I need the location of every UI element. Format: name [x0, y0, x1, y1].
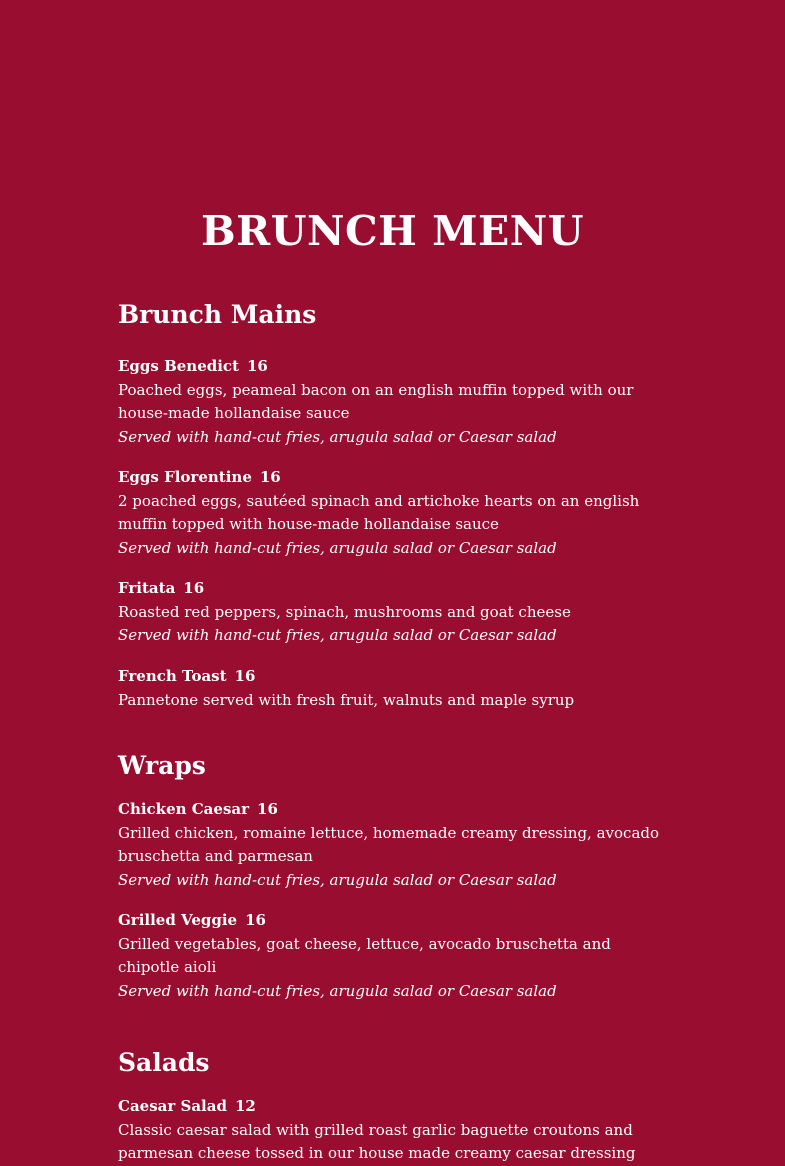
item-name: Eggs Florentine	[118, 468, 252, 486]
menu-item-header	[118, 665, 668, 689]
item-description: Poached eggs, peameal bacon on an english muffin topped with our house-made hollandaise sauce	[118, 380, 634, 422]
item-price: 16	[183, 579, 205, 597]
item-side-note: Served with hand-cut fries, arugula salad or Caesar salad	[118, 538, 557, 557]
item-price: 16	[247, 357, 268, 375]
section-title-brunch-mains: Brunch Mains	[118, 300, 317, 329]
item-price: 12	[234, 1097, 256, 1115]
item-name: Eggs Benedict	[118, 357, 239, 375]
item-name: French Toast	[118, 667, 227, 685]
menu-item-eggs-florentine	[118, 466, 668, 560]
section-title-salads: Salads	[118, 1048, 210, 1077]
item-name: Fritata	[118, 579, 176, 597]
item-price: 16	[257, 800, 278, 818]
item-description: Classic caesar salad with grilled roast garlic baguette croutons and parmesan cheese tossed in our house made creamy caesar dressing	[118, 1120, 636, 1162]
menu-item-header	[118, 577, 668, 601]
item-price: 16	[245, 911, 266, 929]
menu-item-header	[118, 909, 668, 933]
item-side-note: Served with hand-cut fries, arugula salad or Caesar salad	[118, 626, 557, 644]
menu-title: BRUNCH MENU	[201, 207, 584, 255]
item-description: Roasted red peppers, spinach, mushrooms and goat cheese	[118, 602, 571, 621]
menu-item-french-toast	[118, 665, 668, 712]
menu-item-grilled-veggie	[118, 909, 668, 1003]
item-name: Chicken Caesar	[118, 800, 250, 818]
menu-item-fritata	[118, 577, 668, 648]
item-price: 16	[259, 468, 281, 486]
item-side-note: Served with hand-cut fries, arugula salad or Caesar salad	[118, 870, 557, 889]
item-side-note: Served with hand-cut fries, arugula salad or Caesar salad	[118, 427, 557, 446]
section-title-wraps: Wraps	[118, 751, 206, 780]
menu-item-chicken-caesar	[118, 798, 668, 892]
item-description: Grilled chicken, romaine lettuce, homemade creamy dressing, avocado bruschetta and parmesan	[118, 823, 660, 865]
item-price: 16	[234, 667, 256, 685]
menu-item-header	[118, 1095, 668, 1119]
menu-item-header	[118, 466, 668, 490]
item-name: Grilled Veggie	[118, 911, 238, 929]
item-description: 2 poached eggs, sautéed spinach and artichoke hearts on an english muffin topped with house-made hollandaise sauce	[118, 491, 640, 533]
menu-item-eggs-benedict	[118, 355, 668, 449]
item-description: Grilled vegetables, goat cheese, lettuce, avocado bruschetta and chipotle aioli	[118, 934, 611, 976]
item-description: Pannetone served with fresh fruit, walnuts and maple syrup	[118, 690, 575, 709]
menu-item-caesar-salad	[118, 1095, 668, 1166]
menu-item-header	[118, 798, 668, 822]
menu-item-header	[118, 355, 668, 379]
item-name: Caesar Salad	[118, 1097, 227, 1115]
item-side-note: Served with hand-cut fries, arugula salad or Caesar salad	[118, 981, 557, 1000]
